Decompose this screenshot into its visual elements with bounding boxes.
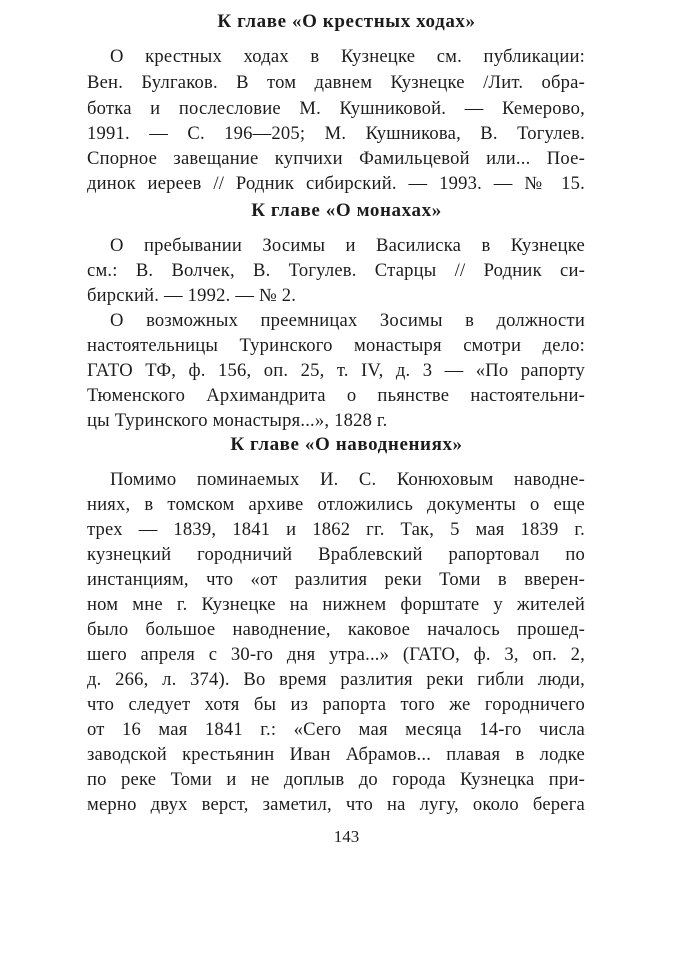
text-line: Помимо поминаемых И. С. Конюховым наводне-	[110, 469, 585, 490]
text-line: О пребывании Зосимы и Василиска в Кузнецке	[110, 235, 585, 256]
text-line: мерно двух верст, заметил, что на лугу, около берега	[87, 794, 585, 815]
text-line: ном мне г. Кузнецке на нижнем форштате у жителей	[87, 594, 585, 615]
text-line: 1991. — С. 196—205; М. Кушникова, В. Тогулев.	[87, 123, 585, 144]
text-line: кузнецкий городничий Враблевский рапортовал по	[87, 544, 585, 565]
section-heading-processions: К главе «О крестных ходах»	[217, 11, 476, 32]
text-line: инстанциям, что «от разлития реки Томи в вверен-	[87, 569, 585, 590]
text-line: Тюменского Архимандрита о пьянстве настоятельни-	[87, 385, 585, 406]
text-line: О крестных ходах в Кузнецке см. публикации:	[110, 46, 585, 67]
text-line: по реке Томи и не доплыв до города Кузнецка при-	[87, 769, 585, 790]
text-line: д. 266, л. 374). Во время разлития реки гибли люди,	[87, 669, 585, 690]
text-line: ниях, в томском архиве отложились документы о еще	[87, 494, 585, 515]
page-number: 143	[333, 827, 360, 846]
section-heading-monks: К главе «О монахах»	[251, 200, 442, 221]
text-line: ботка и послесловие М. Кушниковой. — Кемерово,	[87, 98, 585, 119]
section-heading-floods: К главе «О наводнениях»	[230, 434, 463, 455]
text-line: ГАТО ТФ, ф. 156, оп. 25, т. IV, д. 3 — «По рапорту	[87, 360, 585, 381]
text-line: см.: В. Волчек, В. Тогулев. Старцы // Родник си-	[87, 260, 585, 281]
text-line: от 16 мая 1841 г.: «Сего мая месяца 14-го числа	[87, 719, 585, 740]
text-line: бирский. — 1992. — № 2.	[87, 285, 297, 306]
text-line: Вен. Булгаков. В том давнем Кузнецке /Лит. обра-	[87, 72, 585, 93]
text-line: динок иереев // Родник сибирский. — 1993. — № 15.	[87, 173, 585, 194]
text-line: шего апреля с 30-го дня утра...» (ГАТО, ф. 3, оп. 2,	[87, 644, 585, 665]
text-line: заводской крестьянин Иван Абрамов... плавая в лодке	[87, 744, 585, 765]
text-line: было большое наводнение, каковое началось прошед-	[87, 619, 585, 640]
text-line: Спорное завещание купчихи Фамильцевой или... Пое-	[87, 148, 585, 169]
text-line: настоятельницы Туринского монастыря смотри дело:	[87, 335, 585, 356]
text-line: О возможных преемницах Зосимы в должности	[110, 310, 585, 331]
text-line: что следует хотя бы из рапорта того же городничего	[87, 694, 585, 715]
text-line: цы Туринского монастыря...», 1828 г.	[87, 410, 388, 431]
text-line: трех — 1839, 1841 и 1862 гг. Так, 5 мая 1839 г.	[87, 519, 585, 540]
